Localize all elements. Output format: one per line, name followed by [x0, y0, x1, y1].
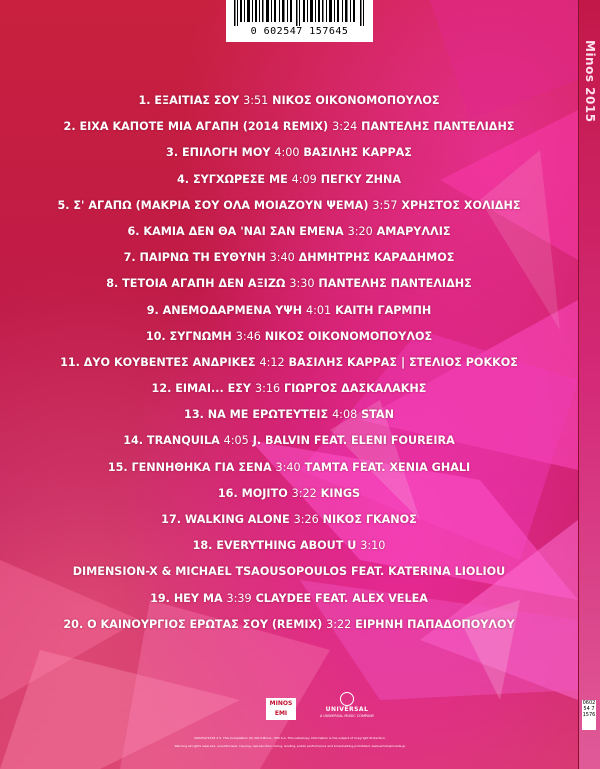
track-row [0, 350, 578, 376]
track-duration: 4:05 [223, 434, 249, 448]
track-row [0, 193, 578, 219]
legal-notice [6, 734, 574, 750]
track-title: 19. HEY MA [150, 591, 223, 605]
track-artist: CLAYDEE FEAT. ALEX VELEA [255, 591, 428, 605]
track-row [0, 376, 578, 402]
track-duration: 3:20 [347, 224, 373, 238]
track-title: 15. ΓΕΝΝΗΘΗΚΑ ΓΙΑ ΣΕΝΑ [107, 460, 272, 474]
track-artist: ΠΑΝΤΕΛΗΣ ΠΑΝΤΕΛΙΔΗΣ [318, 277, 472, 291]
minos-emi-logo: MINOS EMI [266, 698, 296, 720]
track-row [0, 140, 578, 166]
track-title: 18. EVERYTHING ABOUT U [192, 539, 357, 553]
track-duration: 3:16 [254, 382, 281, 396]
track-title: 6. ΚΑΜΙΑ ΔΕΝ ΘΑ 'ΝΑΙ ΣΑΝ ΕΜΕΝΑ [127, 224, 344, 238]
track-row [0, 559, 578, 585]
track-title: 4. ΣΥΓΧΩΡΕΣΕ ΜΕ [177, 172, 288, 186]
track-duration: 3:46 [235, 329, 261, 343]
track-row [0, 533, 578, 559]
universal-logo-subtext: A UNIVERSAL MUSIC COMPANY [319, 714, 375, 718]
barcode [226, 0, 373, 42]
track-duration: 3:24 [332, 120, 358, 134]
track-artist: ΓΙΩΡΓΟΣ ΔΑΣΚΑΛΑΚΗΣ [283, 382, 427, 396]
track-title: 2. ΕΙΧΑ ΚΑΠΟΤΕ ΜΙΑ ΑΓΑΠΗ (2014 REMIX) [63, 120, 329, 134]
track-artist: ΠΕΓΚΥ ΖΗΝΑ [320, 172, 401, 186]
track-duration: 4:00 [274, 146, 300, 160]
track-duration: 3:40 [275, 460, 301, 474]
track-duration: 4:01 [306, 303, 332, 317]
track-artist: KINGS [320, 486, 361, 500]
track-row [0, 507, 578, 533]
track-artist: ΚΑΙΤΗ ΓΑΡΜΠΗ [335, 303, 432, 317]
track-title: 3. ΕΠΙΛΟΓΗ ΜΟΥ [166, 146, 271, 160]
track-artist: ΠΑΝΤΕΛΗΣ ΠΑΝΤΕΛΙΔΗΣ [361, 120, 515, 134]
universal-logo [312, 692, 382, 720]
track-row [0, 612, 578, 638]
track-duration: 3:57 [372, 198, 398, 212]
track-duration: 3:22 [291, 486, 317, 500]
track-duration: 3:51 [243, 94, 269, 107]
track-title: 20. Ο ΚΑΙΝΟΥΡΓΙΟΣ ΕΡΩΤΑΣ ΣΟΥ (REMIX) [63, 617, 323, 631]
track-title: 1. ΕΞΑΙΤΙΑΣ ΣΟΥ [138, 94, 240, 107]
spine-catalog-code: 060254 71576 [582, 700, 596, 730]
track-duration: 3:26 [293, 513, 319, 526]
track-duration: 3:30 [289, 277, 315, 291]
track-row [0, 114, 578, 140]
track-artist: ΒΑΣΙΛΗΣ ΚΑΡΡΑΣ [303, 146, 412, 160]
track-artist: STAN [361, 408, 394, 422]
track-row [0, 298, 578, 324]
track-artist: ΤΑΜΤΑ FEAT. XENIA GHALI [304, 460, 471, 474]
track-title: 11. ΔΥΟ ΚΟΥΒΕΝΤΕΣ ΑΝΔΡΙΚΕΣ [60, 355, 256, 369]
track-title: 13. ΝΑ ΜΕ ΕΡΩΤΕΥΤΕΙΣ [184, 408, 329, 422]
track-title: 8. ΤΕΤΟΙΑ ΑΓΑΠΗ ΔΕΝ ΑΞΙΖΩ [106, 277, 286, 291]
track-row [0, 455, 578, 481]
track-row [0, 481, 578, 507]
track-title: 10. ΣΥΓΝΩΜΗ [145, 329, 232, 343]
track-title: 9. ΑΝΕΜΟΔΑΡΜΕΝΑ ΥΨΗ [146, 303, 303, 317]
track-artist: ΔΗΜΗΤΡΗΣ ΚΑΡΑΔΗΜΟΣ [298, 251, 455, 265]
track-duration: 4:12 [259, 355, 285, 369]
track-title: 7. ΠΑΙΡΝΩ ΤΗ ΕΥΘΥΝΗ [123, 251, 266, 265]
track-duration: 3:40 [269, 251, 295, 265]
track-row [0, 245, 578, 271]
legal-line-1: 06025471576 4 5. This Compilation (P) 2014 Minos - EMI S.A. This Labelcopy information is the subject of Copyright Protection. [194, 736, 386, 740]
track-row [0, 428, 578, 454]
track-title: 5. Σ' ΑΓΑΠΩ (ΜΑΚΡΙΑ ΣΟΥ ΟΛΑ ΜΟΙΑΖΟΥΝ ΨΕΜΑ) [57, 198, 369, 212]
track-artist: ΒΑΣΙΛΗΣ ΚΑΡΡΑΣ | ΣΤΕΛΙΟΣ ΡΟΚΚΟΣ [288, 355, 518, 369]
track-artist: ΕΙΡΗΝΗ ΠΑΠΑΔΟΠΟΥΛΟΥ [355, 617, 515, 631]
track-artist: ΝΙΚΟΣ ΓΚΑΝΟΣ [322, 513, 417, 526]
track-row [0, 167, 578, 193]
legal-line-2: Warning all rights reserved, unauthorised, copying, reproduction, hiring, lending, public performance and broadcasting prohibited. www.emidownloads.gr [174, 744, 406, 748]
track-artist: ΝΙΚΟΣ ΟΙΚΟΝΟΜΟΠΟΥΛΟΣ [272, 94, 440, 107]
track-title: 12. ΕΙΜΑΙ... ΕΣΥ [151, 382, 252, 396]
track-row [0, 271, 578, 297]
track-artist: ΧΡΗΣΤΟΣ ΧΟΛΙΔΗΣ [401, 198, 521, 212]
track-title: 16. MOJITO [217, 486, 288, 500]
track-artist: ΑΜΑΡΥΛΛΙΣ [376, 224, 451, 238]
track-artist: ΝΙΚΟΣ ΟΙΚΟΝΟΜΟΠΟΥΛΟΣ [264, 329, 433, 343]
track-duration: 4:09 [291, 172, 317, 186]
track-row [0, 88, 578, 114]
tracklist [0, 88, 578, 638]
track-row [0, 402, 578, 428]
track-artist: J. BALVIN FEAT. ELENI FOUREIRA [252, 434, 455, 448]
spine-title: Minos 2015 [583, 40, 597, 123]
track-title: 17. WALKING ALONE [161, 513, 290, 526]
globe-icon [340, 692, 354, 706]
track-row [0, 324, 578, 350]
track-duration: 3:10 [360, 539, 386, 553]
universal-logo-text: UNIVERSAL [325, 706, 369, 713]
label-logos [266, 688, 386, 722]
track-title: DIMENSION-X & MICHAEL TSAOUSOPOULOS FEAT. KATERINA LIOLIOU [72, 565, 506, 579]
barcode-digits: 0 602547 157645 [250, 26, 349, 37]
track-row [0, 586, 578, 612]
track-duration: 4:08 [332, 408, 358, 422]
track-title: 14. TRANQUILA [123, 434, 220, 448]
track-duration: 3:22 [326, 617, 352, 631]
track-row [0, 219, 578, 245]
barcode-bars [234, 0, 365, 26]
track-duration: 3:39 [226, 591, 252, 605]
